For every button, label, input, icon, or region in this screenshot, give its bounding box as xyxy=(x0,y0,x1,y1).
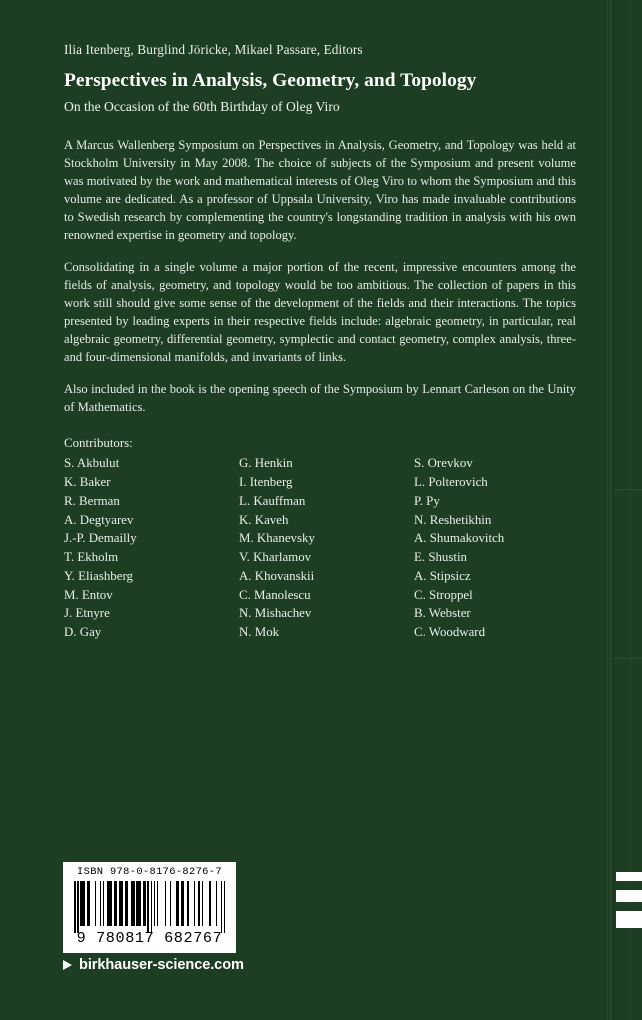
contributor-name: Y. Eliashberg xyxy=(64,568,133,583)
isbn-label: ISBN 978-0-8176-8276-7 xyxy=(77,866,222,878)
contributors-columns xyxy=(64,454,576,642)
spine-divider-line-1 xyxy=(614,489,642,490)
contributors-column-3 xyxy=(414,454,576,642)
blurb-paragraph-2: Consolidating in a single volume a major portion of the recent, impressive encounters among the fields of analysis, geometry, and topology would be too ambitious. The collection of papers in this work still should give some sense of the development of the fields and their interactions. The topics presented by leading experts in their respective fields include: algebraic geometry, in particular, real algebraic geometry, differential geometry, symplectic and contact geometry, complex analysis, three- and four-dimensional manifolds, and invariants of links. xyxy=(64,259,576,364)
contributor-name: B. Webster xyxy=(414,606,471,621)
book-title: Perspectives in Analysis, Geometry, and Topology xyxy=(64,69,477,91)
play-triangle-icon xyxy=(63,960,72,970)
contributors-heading: Contributors: xyxy=(64,435,133,450)
contributor-name: A. Shumakovitch xyxy=(414,531,505,546)
contributor-name: M. Entov xyxy=(64,587,113,602)
isbn-barcode xyxy=(63,862,236,953)
barcode-bars xyxy=(74,881,226,933)
publisher-url-label: birkhauser-science.com xyxy=(79,957,244,973)
contributor-name: G. Henkin xyxy=(239,456,293,471)
contributor-name: L. Kauffman xyxy=(239,493,306,508)
contributor-name: N. Reshetikhin xyxy=(414,512,492,527)
contributor-name: A. Khovanskii xyxy=(239,568,315,583)
contributor-name: R. Berman xyxy=(64,493,120,508)
contributors-column-2 xyxy=(239,454,414,642)
contributor-name: N. Mok xyxy=(239,625,280,640)
contributor-name: C. Manolescu xyxy=(239,587,311,602)
contributor-name: L. Polterovich xyxy=(414,475,488,490)
contributor-name: V. Kharlamov xyxy=(239,550,312,565)
contributor-name: K. Baker xyxy=(64,475,111,490)
cover-content xyxy=(64,0,576,642)
contributor-name: I. Itenberg xyxy=(239,475,293,490)
contributor-name: C. Stroppel xyxy=(414,587,473,602)
contributors-column-1 xyxy=(64,454,239,642)
book-subtitle: On the Occasion of the 60th Birthday of Oleg Viro xyxy=(64,99,340,115)
contributor-name: K. Kaveh xyxy=(239,512,289,527)
blurb-paragraph-3: Also included in the book is the opening speech of the Symposium by Lennart Carleson on the Unity of Mathematics. xyxy=(64,381,576,414)
contributor-name: S. Orevkov xyxy=(414,456,473,471)
contributor-name: J.-P. Demailly xyxy=(64,531,137,546)
contributor-name: S. Akbulut xyxy=(64,456,120,471)
barcode-digits: 9 780817 682767 xyxy=(76,929,223,947)
contributor-name: M. Khanevsky xyxy=(239,531,315,546)
contributor-name: J. Etnyre xyxy=(64,606,110,621)
contributor-name: A. Stipsicz xyxy=(414,568,471,583)
spine-fold-line-4 xyxy=(630,0,631,1020)
editors-line: Ilia Itenberg, Burglind Jöricke, Mikael Passare, Editors xyxy=(64,42,363,57)
contributor-name: A. Degtyarev xyxy=(64,512,134,527)
spine-white-bar-3 xyxy=(616,911,642,928)
spine-white-bar-1 xyxy=(616,872,642,881)
contributor-name: N. Mishachev xyxy=(239,606,312,621)
contributor-name: C. Woodward xyxy=(414,625,486,640)
spine-fold-line-2 xyxy=(610,0,611,1020)
blurb-paragraph-1: A Marcus Wallenberg Symposium on Perspectives in Analysis, Geometry, and Topology was held at Stockholm University in May 2008. The choice of subjects of the Symposium and present volume was motivated by the work and mathematical interests of Oleg Viro to whom the Symposium and this volume are dedicated. As a professor of Uppsala University, Viro has made invaluable contributions to Swedish research by complementing the country's longstanding tradition in analysis with his own renowned expertise in geometry and topology. xyxy=(64,137,576,242)
spine-fold-line-3 xyxy=(613,0,614,1020)
spine-divider-line-2 xyxy=(614,658,642,659)
publisher-website[interactable] xyxy=(63,957,244,973)
contributor-name: P. Py xyxy=(414,493,440,508)
spine-fold-line-1 xyxy=(607,0,608,1020)
contributor-name: E. Shustin xyxy=(414,550,468,565)
contributor-name: T. Ekholm xyxy=(64,550,119,565)
spine-white-bar-2 xyxy=(616,890,642,902)
contributor-name: D. Gay xyxy=(64,625,102,640)
